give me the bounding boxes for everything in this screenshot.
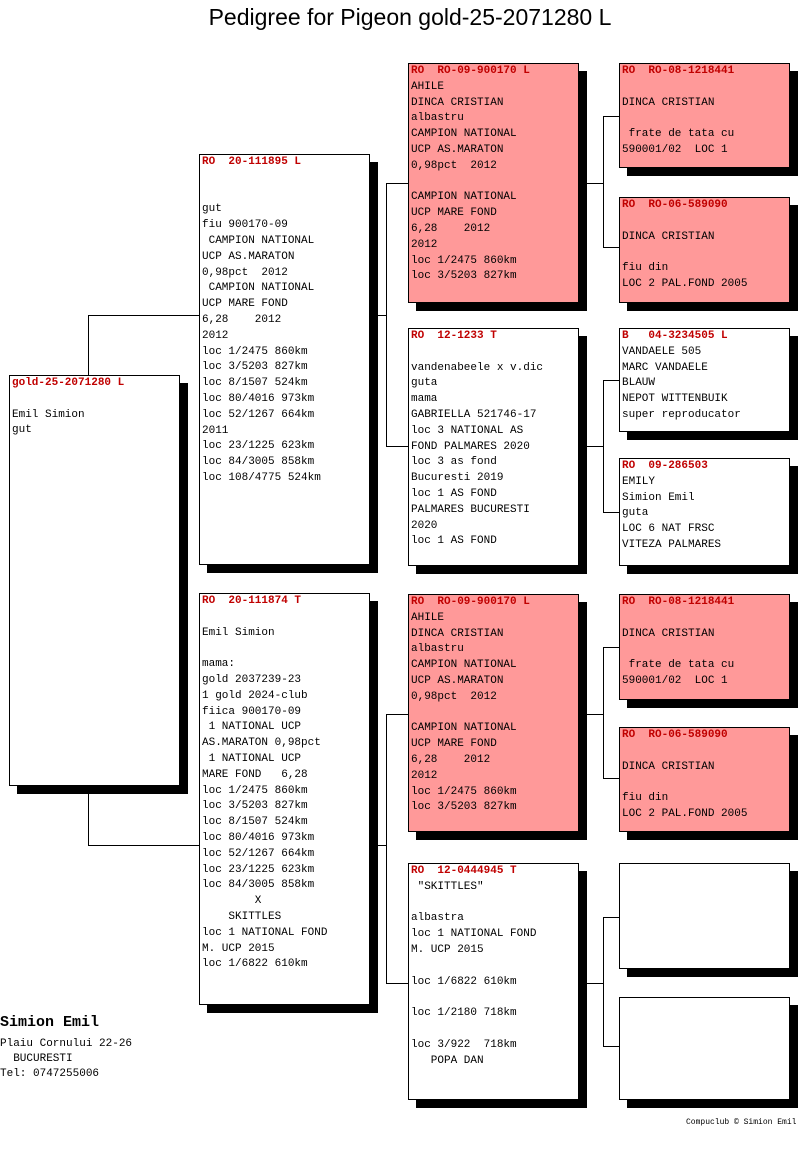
pigeon-info-line: fiu 900170-09	[202, 219, 288, 232]
pigeon-info-line: DINCA CRISTIAN	[622, 230, 715, 243]
pigeon-info-line: UCP AS.MARATON	[411, 143, 504, 156]
pigeon-info-line: loc 1/2475 860km	[411, 254, 517, 267]
pigeon-info-line: UCP AS.MARATON	[411, 674, 504, 687]
pigeon-info-line: NEPOT WITTENBUIK	[622, 393, 728, 406]
connector-line	[603, 647, 604, 779]
pigeon-info-line	[411, 990, 578, 1006]
pigeon-info-line	[12, 392, 179, 408]
pigeon-info-line: 1 NATIONAL UCP	[202, 752, 302, 765]
pigeon-card-ggp-1[interactable]	[619, 63, 790, 168]
pigeon-info-line	[622, 80, 789, 96]
connector-line	[370, 315, 386, 316]
pigeon-card-sire-sire[interactable]	[408, 63, 579, 303]
pigeon-info-line: DINCA CRISTIAN	[411, 96, 504, 109]
connector-line	[386, 714, 409, 715]
pigeon-info-line: 6,28 2012	[411, 222, 491, 235]
ring-number: RO 20-111874 T	[202, 595, 302, 607]
pigeon-info-line	[411, 345, 578, 361]
pigeon-info-line: loc 23/1225 623km	[202, 863, 315, 876]
connector-line	[603, 380, 620, 381]
pigeon-info-line: CAMPION NATIONAL	[411, 128, 517, 141]
pigeon-info-line: loc 3/5203 827km	[202, 361, 308, 374]
owner-city-line: BUCURESTI	[0, 1053, 73, 1065]
pigeon-info-line: 0,98pct 2012	[411, 690, 497, 703]
pigeon-info-line: UCP MARE FOND	[202, 298, 288, 311]
pigeon-info-line: Bucuresti 2019	[411, 472, 504, 485]
software-credit: Compuclub © Simion Emil	[686, 1118, 797, 1127]
pigeon-info-line: loc 3 NATIONAL AS	[411, 424, 524, 437]
connector-line	[586, 446, 603, 447]
pigeon-info-line	[622, 214, 789, 230]
pigeon-info-line: loc 8/1507 524km	[202, 377, 308, 390]
pigeon-card-ggp-3[interactable]	[619, 328, 790, 432]
pigeon-info-line: Simion Emil	[622, 491, 695, 504]
connector-line	[88, 315, 200, 316]
pigeon-info-line: PALMARES BUCURESTI	[411, 503, 530, 516]
pigeon-info-line	[622, 642, 789, 658]
pigeon-card-dam[interactable]	[199, 593, 370, 1005]
pigeon-info-line: CAMPION NATIONAL	[411, 191, 517, 204]
pigeon-info-line: 2012	[202, 329, 229, 342]
owner-info	[0, 1014, 132, 1082]
pigeon-info-line: DINCA CRISTIAN	[622, 627, 715, 640]
ring-number: RO RO-06-589090	[622, 199, 728, 211]
pigeon-info-line	[622, 744, 789, 760]
connector-line	[603, 380, 604, 513]
pigeon-info-line: POPA DAN	[411, 1054, 484, 1067]
pigeon-info-line	[411, 175, 578, 191]
ring-number: RO RO-09-900170 L	[411, 65, 530, 77]
pigeon-info-line: loc 1/2180 718km	[411, 1007, 517, 1020]
pigeon-info-line: 2011	[202, 424, 229, 437]
pigeon-info-line	[202, 641, 369, 657]
pigeon-info-line: AHILE	[411, 80, 445, 93]
pigeon-info-line: CAMPION NATIONAL	[202, 282, 315, 295]
pigeon-info-line: loc 52/1267 664km	[202, 847, 315, 860]
pigeon-info-line	[622, 111, 789, 127]
pigeon-info-line: 1 NATIONAL UCP	[202, 721, 302, 734]
pigeon-info-line: loc 108/4775 524km	[202, 471, 321, 484]
connector-line	[88, 315, 89, 375]
pigeon-info-line: 0,98pct 2012	[202, 266, 288, 279]
pigeon-info-line: CAMPION NATIONAL	[411, 659, 517, 672]
owner-name: Simion Emil	[0, 1014, 100, 1031]
connector-line	[88, 786, 89, 846]
ring-number: gold-25-2071280 L	[12, 377, 125, 389]
pigeon-info-line: gold 2037239-23	[202, 673, 302, 686]
ring-number: RO RO-09-900170 L	[411, 596, 530, 608]
pigeon-info-line: X	[202, 895, 262, 908]
pigeon-card-sire[interactable]	[199, 154, 370, 565]
pigeon-info-line: AHILE	[411, 611, 445, 624]
pigeon-info-line: LOC 6 NAT FRSC	[622, 523, 715, 536]
page-title: Pedigree for Pigeon gold-25-2071280 L	[208, 4, 612, 30]
ring-number: RO RO-08-1218441	[622, 65, 735, 77]
pigeon-info-line: 0,98pct 2012	[411, 159, 497, 172]
connector-line	[603, 512, 620, 513]
connector-line	[603, 116, 620, 117]
pigeon-info-line: albastru	[411, 112, 464, 125]
owner-phone-line: Tel: 0747255006	[0, 1068, 100, 1080]
pigeon-info-line	[202, 610, 369, 626]
pigeon-info-line: CAMPION NATIONAL	[202, 234, 315, 247]
pigeon-info-line: 590001/02 LOC 1	[622, 143, 728, 156]
connector-line	[603, 247, 620, 248]
pigeon-info-line: 1 gold 2024-club	[202, 689, 308, 702]
pigeon-card-ggp-5[interactable]	[619, 594, 790, 700]
pigeon-info-line: loc 80/4016 973km	[202, 831, 315, 844]
pigeon-info-line: Emil Simion	[12, 408, 85, 421]
pigeon-info-line: mama	[411, 393, 438, 406]
pigeon-info-line: loc 3/922 718km	[411, 1038, 517, 1051]
pigeon-info-line: MARE FOND 6,28	[202, 768, 308, 781]
pigeon-info-line: loc 84/3005 858km	[202, 456, 315, 469]
ring-number: B 04-3234505 L	[622, 330, 728, 342]
pigeon-card-dam-sire[interactable]	[408, 594, 579, 832]
pigeon-info-line: UCP MARE FOND	[411, 738, 497, 751]
connector-line	[386, 714, 387, 984]
pigeon-info-line: loc 3/5203 827km	[411, 801, 517, 814]
pigeon-info-line: loc 80/4016 973km	[202, 392, 315, 405]
pigeon-card-dam-dam[interactable]	[408, 863, 579, 1100]
pigeon-info-line: LOC 2 PAL.FOND 2005	[622, 277, 748, 290]
pigeon-info-line	[411, 1022, 578, 1038]
connector-line	[370, 845, 386, 846]
pigeon-info-line	[411, 706, 578, 722]
pigeon-info-line: GABRIELLA 521746-17	[411, 408, 537, 421]
ring-number: RO RO-08-1218441	[622, 596, 735, 608]
ring-number: RO 12-1233 T	[411, 330, 497, 342]
pigeon-info-line: LOC 2 PAL.FOND 2005	[622, 807, 748, 820]
pigeon-info-line: loc 3/5203 827km	[411, 270, 517, 283]
pigeon-info-line	[411, 959, 578, 975]
pigeon-info-line: vandenabeele x v.dic	[411, 361, 544, 374]
connector-line	[88, 845, 200, 846]
pigeon-info-line: UCP MARE FOND	[411, 207, 497, 220]
pigeon-info-line: loc 52/1267 664km	[202, 408, 315, 421]
ring-number: RO 09-286503	[622, 460, 708, 472]
pigeon-info-line: UCP AS.MARATON	[202, 250, 295, 263]
pigeon-info-line	[622, 611, 789, 627]
pigeon-info-line: loc 8/1507 524km	[202, 816, 308, 829]
pigeon-info-line: 6,28 2012	[411, 753, 491, 766]
pigeon-info-line: loc 1/2475 860km	[411, 785, 517, 798]
pigeon-info-line: albastru	[411, 643, 464, 656]
ring-number: RO RO-06-589090	[622, 729, 728, 741]
pigeon-info-line: frate de tata cu	[622, 128, 735, 141]
pigeon-info-line: VITEZA PALMARES	[622, 538, 722, 551]
connector-line	[386, 983, 409, 984]
pigeon-info-line: guta	[411, 377, 438, 390]
pigeon-info-line: DINCA CRISTIAN	[622, 96, 715, 109]
pigeon-card-ggp-2[interactable]	[619, 197, 790, 303]
pigeon-info-line: loc 1/6822 610km	[202, 958, 308, 971]
connector-line	[603, 778, 620, 779]
pigeon-info-line: 2012	[411, 769, 438, 782]
pigeon-info-line: gut	[12, 424, 32, 437]
pigeon-info-line	[202, 171, 369, 187]
pigeon-info-line: AS.MARATON 0,98pct	[202, 737, 321, 750]
owner-address-line: Plaiu Cornului 22-26	[0, 1038, 133, 1050]
pigeon-info-line: Emil Simion	[202, 626, 275, 639]
pigeon-info-line: guta	[622, 507, 649, 520]
connector-line	[603, 647, 620, 648]
pigeon-info-line: loc 1/6822 610km	[411, 975, 517, 988]
pigeon-info-line: M. UCP 2015	[411, 943, 484, 956]
pigeon-card-ggp-6[interactable]	[619, 727, 790, 832]
pigeon-info-line: albastra	[411, 912, 464, 925]
pigeon-info-line: MARC VANDAELE	[622, 361, 708, 374]
connector-line	[586, 983, 603, 984]
pigeon-info-line: fiica 900170-09	[202, 705, 302, 718]
pigeon-info-line: EMILY	[622, 475, 656, 488]
pigeon-info-line: loc 3 as fond	[411, 456, 497, 469]
connector-line	[603, 917, 604, 1047]
pigeon-info-line	[622, 775, 789, 791]
connector-line	[586, 714, 603, 715]
pigeon-info-line: frate de tata cu	[622, 659, 735, 672]
pigeon-card-ggp-4[interactable]	[619, 458, 790, 566]
pigeon-info-line: DINCA CRISTIAN	[622, 760, 715, 773]
pigeon-card-ggp-8[interactable]	[619, 997, 790, 1100]
connector-line	[386, 183, 409, 184]
pigeon-info-line: loc 1 AS FOND	[411, 487, 497, 500]
pigeon-info-line: super reproducator	[622, 408, 741, 421]
pigeon-info-line: loc 3/5203 827km	[202, 800, 308, 813]
connector-line	[586, 183, 603, 184]
pigeon-info-line: SKITTLES	[202, 910, 282, 923]
pigeon-info-line: VANDAELE 505	[622, 345, 702, 358]
pigeon-info-line: 2012	[411, 238, 438, 251]
pigeon-info-line: DINCA CRISTIAN	[411, 627, 504, 640]
pigeon-card-subject[interactable]	[9, 375, 180, 786]
pigeon-info-line: fiu din	[622, 792, 669, 805]
pigeon-info-line: FOND PALMARES 2020	[411, 440, 530, 453]
pigeon-info-line: mama:	[202, 658, 236, 671]
pigeon-info-line	[622, 245, 789, 261]
pigeon-info-line: gut	[202, 203, 222, 216]
connector-line	[386, 183, 387, 447]
pigeon-card-ggp-7[interactable]	[619, 863, 790, 969]
pigeon-info-line: 6,28 2012	[202, 313, 282, 326]
ring-number: RO 12-0444945 T	[411, 865, 517, 877]
pigeon-info-line: loc 23/1225 623km	[202, 440, 315, 453]
pigeon-info-line: loc 84/3005 858km	[202, 879, 315, 892]
connector-line	[603, 917, 620, 918]
connector-line	[603, 1046, 620, 1047]
pigeon-info-line: CAMPION NATIONAL	[411, 722, 517, 735]
pigeon-info-line: loc 1/2475 860km	[202, 345, 308, 358]
pigeon-info-line: BLAUW	[622, 377, 656, 390]
connector-line	[386, 446, 409, 447]
pigeon-info-line: fiu din	[622, 262, 669, 275]
pigeon-info-line	[202, 187, 369, 203]
pigeon-info-line: M. UCP 2015	[202, 942, 275, 955]
pigeon-info-line	[411, 896, 578, 912]
pigeon-info-line: loc 1 NATIONAL FOND	[411, 928, 537, 941]
pigeon-info-line: loc 1 AS FOND	[411, 535, 497, 548]
pigeon-card-sire-dam[interactable]	[408, 328, 579, 566]
pigeon-info-line: 590001/02 LOC 1	[622, 674, 728, 687]
pigeon-info-line: "SKITTLES"	[411, 880, 484, 893]
connector-line	[603, 116, 604, 248]
pigeon-info-line: loc 1 NATIONAL FOND	[202, 926, 328, 939]
pigeon-info-line: 2020	[411, 519, 438, 532]
pigeon-info-line: loc 1/2475 860km	[202, 784, 308, 797]
ring-number: RO 20-111895 L	[202, 156, 302, 168]
